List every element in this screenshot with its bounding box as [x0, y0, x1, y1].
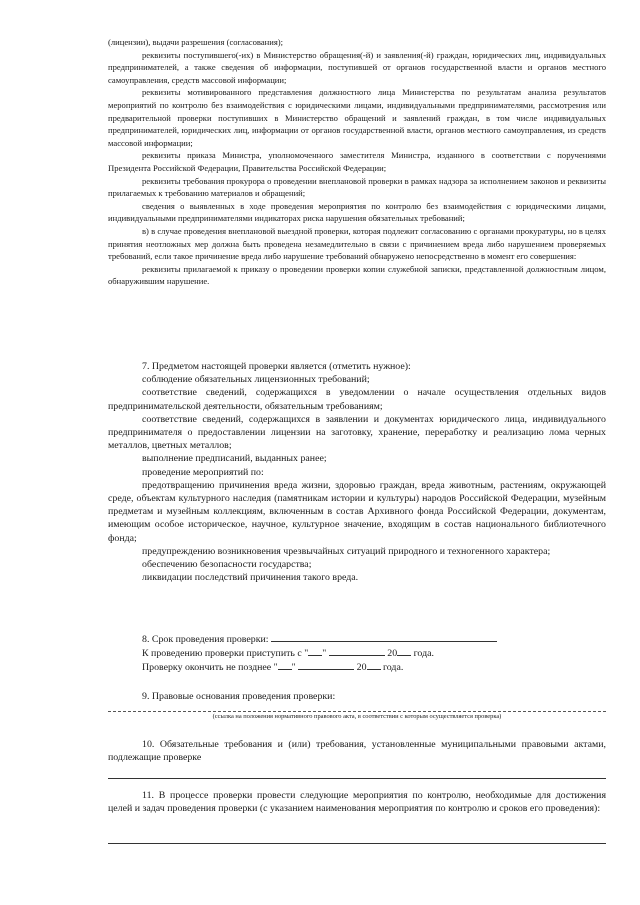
subject-item: проведение мероприятий по: [142, 466, 264, 478]
legal-basis-field[interactable] [108, 711, 606, 712]
requirements-field[interactable] [108, 778, 606, 779]
subject-item: обеспечению безопасности государства; [142, 559, 312, 571]
grounds-item: сведения о выявленных в ходе проведения мероприятия по контролю без взаимодействия с юридическими лицами, индивидуальными предпринимателями индикаторах риска нарушения обязательных требований; [108, 200, 606, 224]
end-date-suffix: года. [382, 662, 404, 674]
inspection-period-label: 8. Срок проведения проверки: [142, 634, 269, 645]
grounds-item: реквизиты мотивированного представления должностного лица Министерства по результатам анализа результатов мероприятий по контролю без взаимодействия с юридическими лицами, индивидуальными предпринимателями, рассмотрения или предварительной проверки поступивших в Министерство обращений и заявлений граждан, в том числе индивидуальных предпринимателей, юридических лиц, информации от органов государственной власти, органов местного самоуправления, из средств массовой информации; [108, 87, 606, 148]
section-9-heading: 9. Правовые основания проведения проверки: [142, 691, 336, 702]
section-11 [108, 789, 606, 815]
subject-item: соблюдение обязательных лицензионных требований; [142, 374, 370, 386]
subject-item: ликвидации последствий причинения такого вреда. [142, 572, 359, 584]
end-date-prefix: Проверку окончить не позднее " [142, 662, 278, 674]
legal-basis-caption: (ссылка на положения нормативного правового акта, в соответствии с которым осуществляется проверка) [212, 713, 502, 720]
subject-item: соответствие сведений, содержащихся в уведомлении о начале осуществления отдельных видов предпринимательской деятельности, обязательным требованиям; [108, 387, 606, 412]
section-10 [108, 738, 606, 764]
grounds-item: реквизиты прилагаемой к приказу о проведении проверки копии служебной записки, представленной должностным лицом, обнаружившим нарушение. [108, 263, 606, 287]
inspection-period-field[interactable] [271, 632, 497, 642]
grounds-item: в) в случае проведения внеплановой выездной проверки, которая подлежит согласованию с органами прокуратуры, но в целях принятия неотложных мер должна быть проведена незамедлительно в связи с причинением вреда либо нарушением проверяемых требований, если такое причинение вреда либо нарушение требований обнаружено непосредственно в момент его совершения: [108, 225, 606, 262]
grounds-item: (лицензии), выдачи разрешения (согласования); [108, 37, 284, 47]
end-date-line [108, 660, 606, 674]
section-9 [108, 690, 606, 703]
section-7 [108, 360, 606, 584]
end-year-field[interactable] [367, 660, 381, 670]
subject-item: выполнение предписаний, выданных ранее; [142, 453, 327, 465]
section-8 [108, 632, 606, 675]
end-year-prefix: 20 [356, 662, 367, 674]
end-month-field[interactable] [298, 660, 354, 670]
start-year-field[interactable] [397, 646, 411, 656]
section-11-text: 11. В процессе проверки провести следующие мероприятия по контролю, необходимые для достижения целей и задач проведения проверки (с указанием наименования мероприятия по контролю и сроков его проведения): [108, 790, 606, 815]
start-date-suffix: года. [413, 648, 434, 660]
grounds-list [108, 36, 606, 288]
end-quote: " [291, 662, 296, 674]
start-day-field[interactable] [308, 646, 322, 656]
section-8-heading [108, 632, 606, 646]
control-measures-field[interactable] [108, 843, 606, 844]
start-date-prefix: К проведению проверки приступить с " [142, 648, 309, 660]
grounds-item: реквизиты требования прокурора о проведении внеплановой проверки в рамках надзора за исполнением законов и реквизиты прилагаемых к требованию материалов и обращений; [108, 175, 606, 199]
start-year-prefix: 20 [387, 648, 398, 660]
section-10-text: 10. Обязательные требования и (или) требования, установленные муниципальными правовыми актами, подлежащие проверке [108, 739, 606, 764]
start-quote: " [322, 648, 327, 660]
end-day-field[interactable] [278, 660, 292, 670]
section-7-heading: 7. Предметом настоящей проверки является (отметить нужное): [142, 361, 411, 372]
start-month-field[interactable] [329, 646, 385, 656]
grounds-item: реквизиты приказа Министра, уполномоченного заместителя Министра, изданного в соответствии с поручениями Президента Российской Федерации, Правительства Российской Федерации; [108, 150, 606, 173]
subject-item: предупреждению возникновения чрезвычайных ситуаций природного и техногенного характера; [142, 545, 551, 557]
grounds-item: реквизиты поступившего(-их) в Министерство обращения(-й) и заявления(-й) граждан, юридических лиц, индивидуальных предпринимателей, а также сведения об информации, поступившей от органов государственной власти и органов местного самоуправления, средств массовой информации; [108, 49, 606, 85]
subject-item: соответствие сведений, содержащихся в заявлении и документах юридического лица, индивидуального предпринимателя о предоставлении лицензии на заготовку, хранение, переработку и реализацию лома черных металлов, цветных металлов; [108, 413, 606, 452]
subject-item: предотвращению причинения вреда жизни, здоровью граждан, вреда животным, растениям, окружающей среде, объектам культурного наследия (памятникам истории и культуры) народов Российской Федерации, музейным предметам и музейным коллекциям, включенным в состав Архивного фонда Российской Федерации, документам, имеющим особое историческое, научное, культурное значение, входящим в состав национального библиотечного фонда; [108, 479, 606, 544]
start-date-line [108, 646, 606, 660]
